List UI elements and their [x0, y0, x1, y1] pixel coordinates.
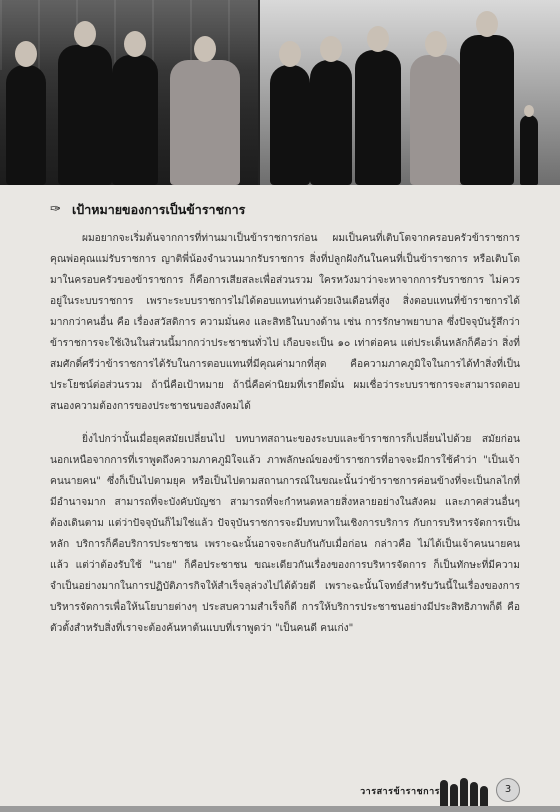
section-heading-text: เป้าหมายของการเป็นข้าราชการ — [72, 202, 246, 217]
journal-title: วารสารข้าราชการ — [360, 787, 440, 797]
event-photo-right — [260, 0, 560, 185]
article-section — [50, 200, 520, 651]
bullet-ornament-icon: ✑ — [50, 202, 61, 217]
paragraph-1: ผมอยากจะเริ่มต้นจากการที่ท่านมาเป็นข้าราชการก่อน ผมเป็นคนที่เติบโตจากครอบครัวข้าราชการ คุณพ่อคุณแม่รับราชการ ญาติพี่น้องจำนวนมากรับราชการ สิ่งที่ปลูกฝังกันในคนที่เป็นข้าราชการ หรือเติบโตมาในครอบครัวของข้าราชการ ก็คือการเสียสละเพื่อส่วนรวม ใครหวังมาว่าจะหาจากการรับราชการ ไม่ควรอยู่ในระบบราชการ เพราะระบบราชการไม่ได้ตอบแทนท่านด้วยเงินเดือนที่สูง สิ่งตอบแทนที่ข้าราชการได้มากกว่าคนอื่น คือ เรื่องสวัสดิการ ความมั่นคง และสิทธิในบางด้าน เช่น การรักษาพยาบาล ซึ่งปัจจุบันรู้สึกว่าข้าราชการจะใช้เงินในส่วนนี้มากกว่าประชาชนทั่วไป เกือบจะเป็น ๑๐ เท่าต่อคน แต่ประเด็นหลักก็คือว่า สิ่งที่สมศักดิ์ศรีว่าข้าราชการได้รับในการตอบแทนที่มีคุณค่ามากที่สุด คือความภาคภูมิใจในการได้ทำสิ่งที่เป็นประโยชน์ต่อส่วนรวม ถ้านี่คือเป้าหมาย ถ้านี่คือค่านิยมที่เรายึดมั่น ผมเชื่อว่าระบบราชการจะสามารถตอบสนองความต้องการของประชาชนของสังคมได้ — [50, 233, 520, 412]
paragraph-2: ยิ่งไปกว่านั้นเมื่อยุคสมัยเปลี่ยนไป บทบาทสถานะของระบบและข้าราชการก็เปลี่ยนไปด้วย สมัยก่อนนอกเหนือจากการที่เราพูดถึงความภาคภูมิใจแล้ว ภาพลักษณ์ของข้าราชการที่อาจจะมีการใช้คำว่า "เป็นเจ้าคนนายคน" ซึ่งก็เป็นไปตามยุค หรือเป็นไปตามสถานการณ์ในขณะนั้นว่าข้าราชการค่อนข้างที่จะเป็นกลไกที่มีอำนาจมาก สามารถที่จะบังคับบัญชา สามารถที่จะกำหนดหลายสิ่งหลายอย่างในสังคม และภาคส่วนอื่นๆ ต้องเดินตาม แต่ว่าปัจจุบันก็ไม่ใช่แล้ว ปัจจุบันราชการจะมีบทบาทในเชิงการบริการ กับการบริหารจัดการเป็นหลัก บริการก็คือบริการประชาชน เพราะฉะนั้นอาจจะกลับกันกับเมื่อก่อน กล่าวคือ ไม่ได้เป็นเจ้าคนนายคนแล้ว แต่ว่าต้องรับใช้ "นาย" ก็คือประชาชน ขณะเดียวกันเรื่องของการบริหารจัดการ ก็เป็นทักษะที่มีความจำเป็นอย่างมากในการปฏิบัติภารกิจให้สำเร็จลุล่วงไปได้ด้วยดี เพราะฉะนั้นโจทย์สำหรับวันนี้ในเรื่องของการบริหารจัดการเพื่อให้นโยบายต่างๆ ประสบความสำเร็จก็ดี การให้บริการประชาชนอย่างมีประสิทธิภาพก็ดี คือตัวตั้งสำหรับสิ่งที่เราจะต้องค้นหาต้นแบบที่เราพูดว่า "เป็นคนดี คนเก่ง" — [50, 434, 520, 634]
footer-bar — [0, 806, 560, 812]
photo-strip — [0, 0, 560, 185]
event-photo-left — [0, 0, 258, 185]
people-silhouette-icon — [440, 776, 500, 806]
page-footer — [0, 754, 560, 812]
section-heading — [50, 200, 520, 220]
page-number: 3 — [496, 778, 520, 802]
